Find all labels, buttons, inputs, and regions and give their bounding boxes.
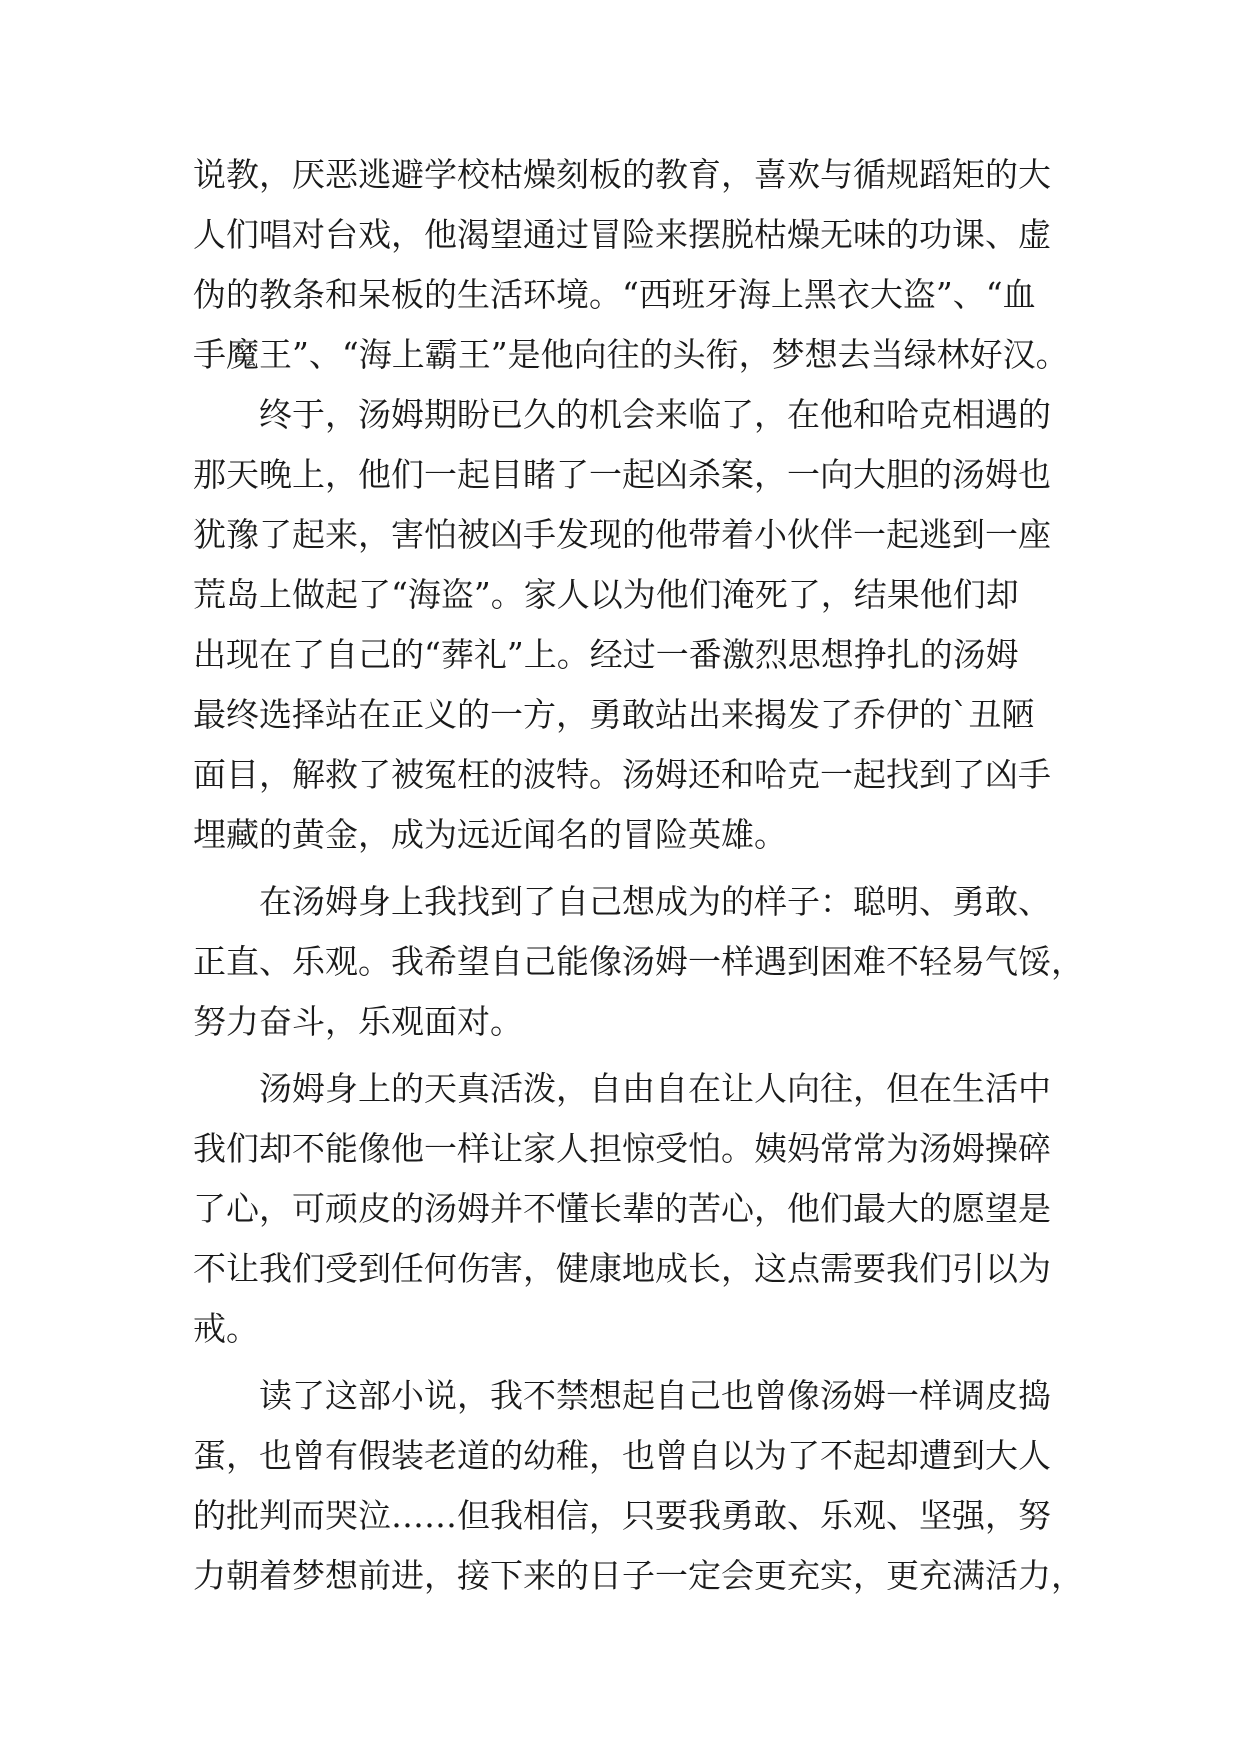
text-line: 了心，可顽皮的汤姆并不懂长辈的苦心，他们最大的愿望是 bbox=[193, 1189, 1051, 1228]
text-line: 戒。 bbox=[193, 1309, 259, 1348]
text-line: 力朝着梦想前进，接下来的日子一定会更充实，更充满活力， bbox=[193, 1556, 1084, 1595]
text-line: 面目，解救了被冤枉的波特。汤姆还和哈克一起找到了凶手 bbox=[193, 755, 1051, 794]
text-line: 出现在了自己的“葬礼”上。经过一番激烈思想挣扎的汤姆 bbox=[193, 635, 1019, 674]
text-line: 那天晚上，他们一起目睹了一起凶杀案，一向大胆的汤姆也 bbox=[193, 455, 1051, 494]
body-text bbox=[193, 145, 1084, 1606]
text-line: 伪的教条和呆板的生活环境。“西班牙海上黑衣大盗”、“血 bbox=[193, 275, 1036, 314]
paragraph-spacing bbox=[193, 865, 1061, 872]
text-line: 犹豫了起来，害怕被凶手发现的他带着小伙伴一起逃到一座 bbox=[193, 515, 1051, 554]
text-line: 人们唱对台戏，他渴望通过冒险来摆脱枯燥无味的功课、虚 bbox=[193, 215, 1051, 254]
text-line: 最终选择站在正义的一方，勇敢站出来揭发了乔伊的`丑陋 bbox=[193, 695, 1035, 734]
paragraph-spacing bbox=[193, 1052, 1061, 1059]
paragraph-3 bbox=[193, 872, 1084, 1052]
text-line: 说教，厌恶逃避学校枯燥刻板的教育，喜欢与循规蹈矩的大 bbox=[193, 155, 1051, 194]
text-line: 努力奋斗，乐观面对。 bbox=[193, 1002, 523, 1041]
text-line: 我们却不能像他一样让家人担惊受怕。姨妈常常为汤姆操碎 bbox=[193, 1129, 1051, 1168]
text-line: 不让我们受到任何伤害，健康地成长，这点需要我们引以为 bbox=[193, 1249, 1051, 1288]
text-line: 汤姆身上的天真活泼，自由自在让人向往，但在生活中 bbox=[193, 1069, 1051, 1108]
text-line: 蛋，也曾有假装老道的幼稚，也曾自以为了不起却遭到大人 bbox=[193, 1436, 1051, 1475]
paragraph-4 bbox=[193, 1059, 1061, 1359]
text-line: 在汤姆身上我找到了自己想成为的样子：聪明、勇敢、 bbox=[193, 882, 1051, 921]
text-line: 手魔王”、“海上霸王”是他向往的头衔，梦想去当绿林好汉。 bbox=[193, 335, 1069, 374]
text-line: 终于，汤姆期盼已久的机会来临了，在他和哈克相遇的 bbox=[193, 395, 1051, 434]
text-line: 读了这部小说，我不禁想起自己也曾像汤姆一样调皮捣 bbox=[193, 1376, 1051, 1415]
paragraph-spacing bbox=[193, 1359, 1061, 1366]
paragraph-1 bbox=[193, 145, 1069, 385]
text-line: 正直、乐观。我希望自己能像汤姆一样遇到困难不轻易气馁， bbox=[193, 942, 1084, 981]
paragraph-5 bbox=[193, 1366, 1084, 1606]
text-line: 荒岛上做起了“海盗”。家人以为他们淹死了，结果他们却 bbox=[193, 575, 1019, 614]
paragraph-2 bbox=[193, 385, 1061, 865]
text-line: 埋藏的黄金，成为远近闻名的冒险英雄。 bbox=[193, 815, 787, 854]
text-line: 的批判而哭泣……但我相信，只要我勇敢、乐观、坚强，努 bbox=[193, 1496, 1051, 1535]
